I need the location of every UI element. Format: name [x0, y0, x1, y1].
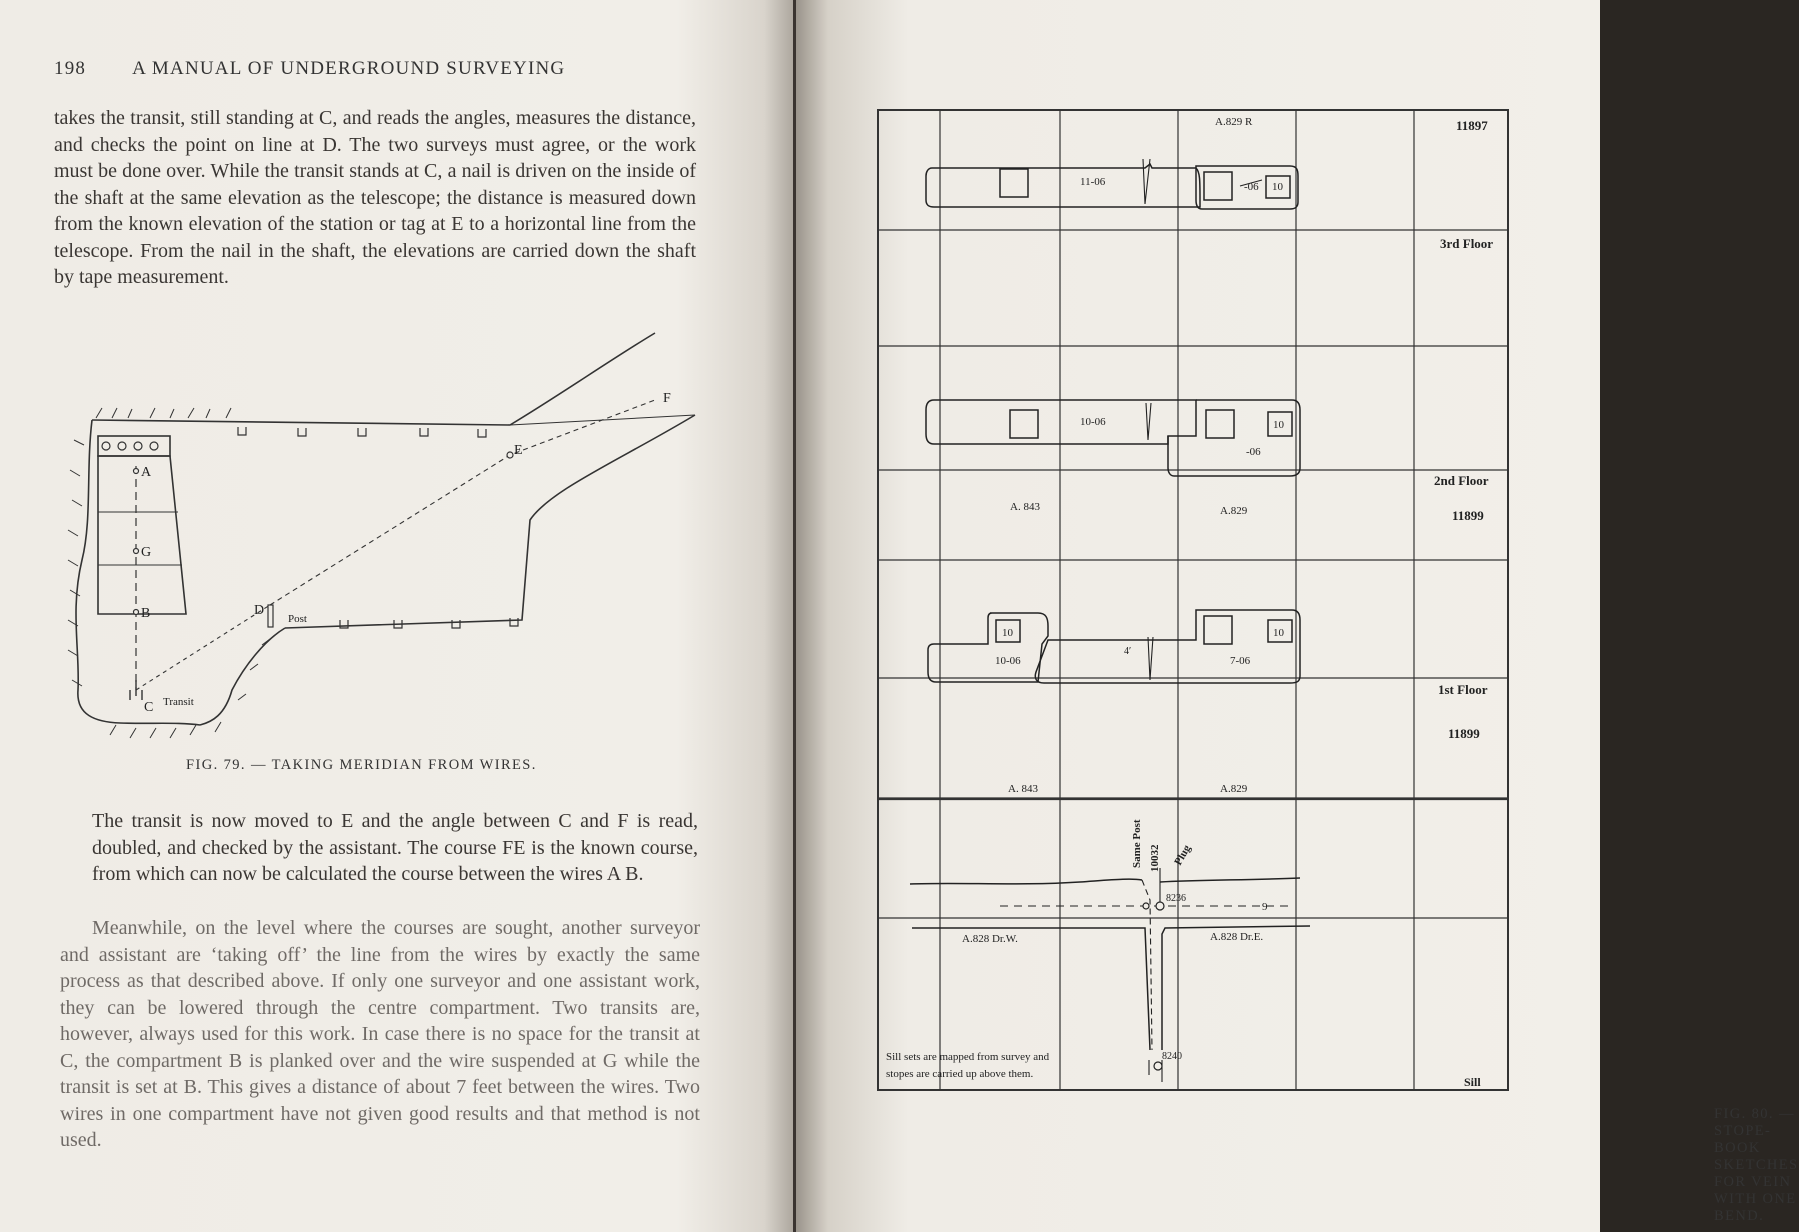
label-8236: 8236 [1166, 893, 1186, 904]
label-a843-b: A. 843 [1008, 783, 1038, 795]
paragraph-2: The transit is now moved to E and the angle between C and F is read, doubled, and checked by the assistant. The course FE is the known course, from which can now be calculated the course between the wires A B. [92, 810, 698, 885]
label-11-06: 11-06 [1080, 176, 1106, 188]
label-10-06-b: 10-06 [1080, 416, 1106, 428]
label-g: G [141, 545, 152, 560]
label-same-post: Same Post [1131, 819, 1143, 868]
label-10032: 10032 [1149, 844, 1161, 872]
label-9: 9 [1262, 901, 1268, 913]
label-a828-w: A.828 Dr.W. [962, 933, 1018, 945]
label-a: A [141, 465, 152, 480]
label-c: C [144, 700, 154, 715]
label-sill: Sill [1464, 1075, 1481, 1089]
label-a828-e: A.828 Dr.E. [1210, 931, 1264, 943]
label-06-b: -06 [1246, 446, 1261, 458]
paragraph-top: takes the transit, still standing at C, and reads the angles, measures the distance, and checks the point on line at D. The two surveys must agree, or the work must be done over. While the transit stands at C, a nail is driven on the inside of the shaft at the same elevation as the telescope; the distance is measured down from the known elevation of the station or tag at E to a horizontal line from the telescope. From the nail in the shaft, the elevations are carried down the shaft by tape measurement. [54, 107, 696, 288]
label-10-c1: 10 [1002, 627, 1013, 639]
label-3rd-floor: 3rd Floor [1440, 236, 1494, 251]
label-e: E [514, 443, 523, 458]
label-11897: 11897 [1456, 118, 1488, 133]
paragraph-3: Meanwhile, on the level where the courses are sought, another surveyor and assistant are ‘taking off’ the line from the wires by exactly the same process as that described above. If only one surveyor and one assistant work, they can be lowered through the centre compartment. Two transits are, however, always used for this work. In case there is no space for the transit at C, the compartment B is planked over and the wire suspended at G while the transit is set at B. This gives a distance of about 7 feet between the wires. Two wires in one compartment have not given good results and that method is not used. [60, 917, 700, 1151]
label-10-c2: 10 [1273, 627, 1284, 639]
label-a829-b: A.829 [1220, 783, 1248, 795]
label-a829-a: A.829 [1220, 505, 1248, 517]
note-line-2: stopes are carried up above them. [886, 1068, 1034, 1080]
label-10-b: 10 [1273, 419, 1284, 431]
running-head [54, 58, 565, 80]
label-4ft: 4′ [1124, 646, 1132, 657]
label-10-top: 10 [1272, 181, 1283, 193]
label-a843-a: A. 843 [1010, 501, 1040, 513]
label-11899-a: 11899 [1452, 508, 1484, 523]
label-d: D [254, 603, 265, 618]
page-number: 198 [54, 58, 87, 79]
surface-line [92, 333, 655, 425]
label-06-top: -06 [1244, 181, 1259, 193]
figure-79 [60, 325, 700, 750]
label-a829r: A.829 R [1215, 116, 1253, 128]
label-2nd-floor: 2nd Floor [1434, 473, 1489, 488]
left-page [0, 0, 796, 1232]
label-10-06-c: 10-06 [995, 655, 1021, 667]
figure-79-caption: FIG. 79. — TAKING MERIDIAN FROM WIRES. [186, 757, 537, 773]
right-page [796, 0, 1799, 1232]
label-post: Post [288, 613, 307, 625]
running-head-title: A MANUAL OF UNDERGROUND SURVEYING [132, 58, 566, 79]
label-transit: Transit [163, 696, 194, 708]
label-7-06: 7-06 [1230, 655, 1251, 667]
label-8240: 8240 [1162, 1051, 1182, 1062]
label-1st-floor: 1st Floor [1438, 682, 1488, 697]
label-b: B [141, 606, 151, 621]
figure-80-caption: FIG. 80. — STOPE-BOOK SKETCHES FOR VEIN WITH ONE BEND. [1714, 1106, 1799, 1224]
label-f: F [663, 391, 671, 406]
label-11899-b: 11899 [1448, 726, 1480, 741]
figure-80 [876, 100, 1516, 1100]
note-line-1: Sill sets are mapped from survey and [886, 1051, 1050, 1063]
label-plug: Plug [1172, 842, 1194, 868]
drift-wall [285, 415, 695, 628]
